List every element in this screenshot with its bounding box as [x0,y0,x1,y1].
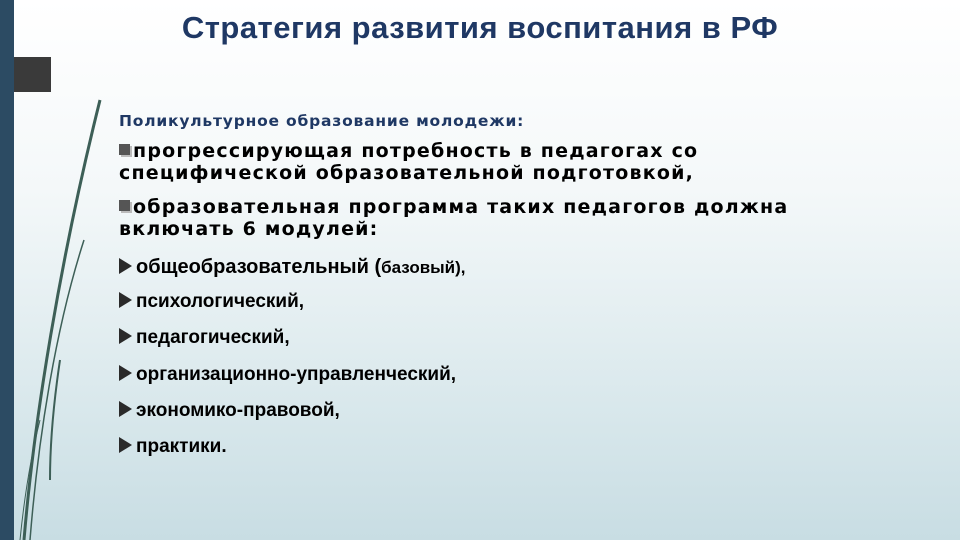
module-note: базовый [381,258,456,277]
module-item [119,364,456,388]
decorative-lines [0,0,120,540]
module-text: психологический, [136,291,305,312]
module-item [119,436,227,460]
module-text: экономико-правовой, [136,400,340,421]
module-text: общеобразовательный ( [136,256,382,278]
paragraph-text: прогрессирующая потребность в педагогах со специфической образовательной подготовкой, [119,140,699,184]
module-item [119,256,466,280]
module-text: педагогический, [136,327,290,348]
paragraph-text: образовательная программа таких педагогов должна включать 6 модулей: [119,196,789,240]
square-bullet-icon [119,144,130,155]
arrow-bullet-icon [119,258,132,274]
arrow-bullet-icon [119,437,132,453]
arrow-bullet-icon [119,292,132,308]
arrow-bullet-icon [119,328,132,344]
module-item [119,327,290,351]
module-text: организационно-управленческий, [136,364,457,385]
module-text-end: ), [455,258,466,277]
arrow-bullet-icon [119,401,132,417]
module-text: практики. [136,436,227,457]
slide-title: Стратегия развития воспитания в РФ [181,10,779,45]
arrow-bullet-icon [119,365,132,381]
paragraph-item [119,196,879,240]
subheading: Поликультурное образование молодежи: [119,112,525,130]
square-bullet-icon [119,200,130,211]
paragraph-item [119,140,879,184]
module-item [119,291,304,315]
module-item [119,400,340,424]
